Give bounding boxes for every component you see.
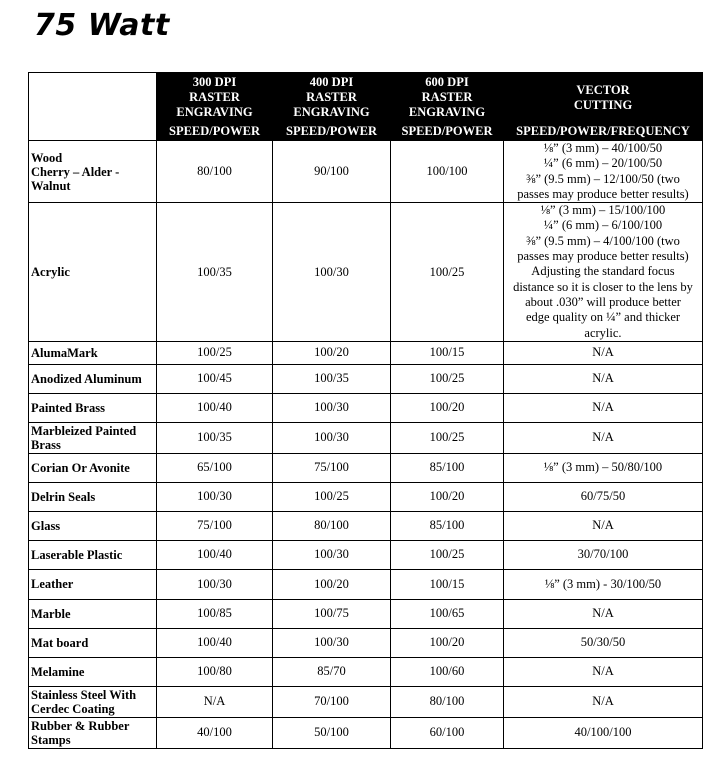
- setting-400dpi-cell: 100/75: [273, 599, 391, 628]
- setting-600dpi-cell: 60/100: [391, 717, 504, 748]
- material-line: Leather: [31, 577, 74, 592]
- material-line: Anodized Aluminum: [31, 371, 142, 386]
- vector-cutting-cell: [504, 599, 703, 628]
- vector-line: passes may produce better results): [517, 249, 689, 264]
- subheader-300dpi: SPEED/POWER: [157, 123, 273, 141]
- setting-300dpi-cell: 40/100: [157, 717, 273, 748]
- vector-line: ¼” (6 mm) – 20/100/50: [543, 156, 663, 171]
- setting-600dpi-cell: 100/20: [391, 628, 504, 657]
- header-row: [29, 73, 703, 123]
- setting-400dpi-cell: 100/30: [273, 628, 391, 657]
- material-cell: [29, 341, 157, 364]
- setting-600dpi-cell: 100/25: [391, 422, 504, 453]
- subheader-600dpi: SPEED/POWER: [391, 123, 504, 141]
- header-400dpi-line2: RASTER: [306, 90, 357, 104]
- vector-line: 40/100/100: [574, 725, 632, 740]
- material-line: Rubber & Rubber: [31, 718, 130, 733]
- setting-300dpi-cell: 75/100: [157, 511, 273, 540]
- vector-line: passes may produce better results): [517, 186, 689, 201]
- vector-line: ⅜” (9.5 mm) – 12/100/50 (two: [526, 171, 680, 186]
- vector-cutting-cell: [504, 628, 703, 657]
- setting-300dpi-cell: 100/40: [157, 393, 273, 422]
- material-line: AlumaMark: [31, 345, 98, 360]
- material-line: Walnut: [31, 178, 71, 193]
- header-vector-line2: CUTTING: [573, 97, 633, 112]
- material-line: Stamps: [31, 732, 71, 747]
- page-title: 75 Watt: [34, 8, 170, 43]
- setting-600dpi-cell: 100/25: [391, 203, 504, 342]
- vector-cutting-cell: [504, 453, 703, 482]
- setting-300dpi-cell: 100/30: [157, 569, 273, 599]
- setting-400dpi-cell: 100/30: [273, 540, 391, 569]
- setting-300dpi-cell: 100/30: [157, 482, 273, 511]
- table-row: [29, 628, 703, 657]
- setting-400dpi-cell: 100/30: [273, 422, 391, 453]
- material-cell: [29, 393, 157, 422]
- setting-600dpi-cell: 100/25: [391, 540, 504, 569]
- vector-line: Adjusting the standard focus: [531, 264, 675, 279]
- setting-400dpi-cell: 100/20: [273, 569, 391, 599]
- vector-cutting-cell: [504, 717, 703, 748]
- vector-line: N/A: [592, 371, 614, 386]
- material-cell: [29, 422, 157, 453]
- subheader-vector: SPEED/POWER/FREQUENCY: [504, 123, 703, 141]
- table-row: [29, 364, 703, 393]
- material-cell: [29, 540, 157, 569]
- vector-line: 30/70/100: [577, 547, 629, 562]
- material-line: Cherry – Alder -: [31, 164, 120, 179]
- material-cell: [29, 453, 157, 482]
- setting-400dpi-cell: 85/70: [273, 657, 391, 686]
- vector-line: ⅜” (9.5 mm) – 4/100/100 (two: [526, 233, 680, 248]
- table-row: [29, 599, 703, 628]
- material-cell: [29, 628, 157, 657]
- table-row: [29, 482, 703, 511]
- header-400dpi-line3: ENGRAVING: [293, 105, 370, 119]
- setting-600dpi-cell: 85/100: [391, 511, 504, 540]
- material-line: Melamine: [31, 664, 85, 679]
- vector-line: ⅛” (3 mm) – 40/100/50: [543, 141, 663, 155]
- vector-line: edge quality on ¼” and thicker: [525, 310, 681, 325]
- header-300dpi: [157, 73, 273, 123]
- table-row: [29, 422, 703, 453]
- material-line: Marbleized Painted: [31, 423, 137, 438]
- material-cell: [29, 717, 157, 748]
- vector-line: N/A: [592, 606, 614, 621]
- material-cell: [29, 364, 157, 393]
- setting-600dpi-cell: 100/25: [391, 364, 504, 393]
- header-400dpi: [273, 73, 391, 123]
- vector-line: N/A: [592, 345, 614, 360]
- vector-line: 60/75/50: [580, 489, 626, 504]
- material-cell: [29, 482, 157, 511]
- setting-600dpi-cell: 100/100: [391, 141, 504, 203]
- vector-cutting-cell: [504, 393, 703, 422]
- setting-400dpi-cell: 75/100: [273, 453, 391, 482]
- vector-line: ⅛” (3 mm) – 15/100/100: [540, 203, 666, 218]
- vector-cutting-cell: [504, 482, 703, 511]
- material-line: Delrin Seals: [31, 489, 96, 504]
- header-vector-line1: VECTOR: [576, 82, 630, 97]
- setting-400dpi-cell: 100/20: [273, 341, 391, 364]
- setting-300dpi-cell: N/A: [157, 686, 273, 717]
- vector-line: N/A: [592, 664, 614, 679]
- material-cell: [29, 599, 157, 628]
- setting-600dpi-cell: 100/20: [391, 482, 504, 511]
- setting-600dpi-cell: 100/60: [391, 657, 504, 686]
- header-600dpi-line1: 600 DPI: [425, 75, 469, 89]
- setting-400dpi-cell: 50/100: [273, 717, 391, 748]
- material-line: Acrylic: [31, 265, 70, 280]
- setting-600dpi-cell: 100/15: [391, 569, 504, 599]
- header-blank: [29, 73, 157, 141]
- vector-cutting-cell: [504, 141, 703, 203]
- setting-400dpi-cell: 100/30: [273, 393, 391, 422]
- material-line: Stainless Steel With: [31, 687, 137, 702]
- header-600dpi-line3: ENGRAVING: [408, 105, 486, 119]
- table-row: [29, 540, 703, 569]
- table-row: [29, 686, 703, 717]
- material-line: Laserable Plastic: [31, 547, 123, 562]
- setting-300dpi-cell: 100/40: [157, 628, 273, 657]
- material-line: Cerdec Coating: [31, 701, 115, 716]
- vector-line: N/A: [592, 430, 614, 445]
- vector-cutting-cell: [504, 569, 703, 599]
- vector-line: N/A: [592, 400, 614, 415]
- table-body: [29, 141, 703, 749]
- table-row: [29, 203, 703, 342]
- material-cell: [29, 511, 157, 540]
- material-line: Painted Brass: [31, 400, 105, 415]
- setting-300dpi-cell: 100/80: [157, 657, 273, 686]
- vector-cutting-cell: [504, 341, 703, 364]
- setting-400dpi-cell: 90/100: [273, 141, 391, 203]
- vector-line: 50/30/50: [580, 635, 626, 650]
- header-vector: [504, 73, 703, 123]
- vector-line: acrylic.: [584, 325, 622, 340]
- table-row: [29, 569, 703, 599]
- subheader-400dpi: SPEED/POWER: [273, 123, 391, 141]
- material-cell: [29, 657, 157, 686]
- vector-cutting-cell: [504, 364, 703, 393]
- setting-300dpi-cell: 100/40: [157, 540, 273, 569]
- table-row: [29, 453, 703, 482]
- vector-cutting-cell: [504, 540, 703, 569]
- setting-600dpi-cell: 100/20: [391, 393, 504, 422]
- vector-line: ⅛” (3 mm) – 50/80/100: [543, 460, 663, 475]
- vector-line: N/A: [592, 518, 614, 533]
- setting-400dpi-cell: 100/35: [273, 364, 391, 393]
- material-line: Mat board: [31, 635, 89, 650]
- header-400dpi-line1: 400 DPI: [309, 75, 354, 89]
- setting-600dpi-cell: 80/100: [391, 686, 504, 717]
- vector-cutting-cell: [504, 686, 703, 717]
- table-row: [29, 511, 703, 540]
- vector-cutting-cell: [504, 657, 703, 686]
- vector-line: ¼” (6 mm) – 6/100/100: [543, 218, 663, 233]
- material-line: Corian Or Avonite: [31, 460, 130, 475]
- setting-300dpi-cell: 100/35: [157, 203, 273, 342]
- material-line: Glass: [31, 518, 61, 533]
- setting-400dpi-cell: 70/100: [273, 686, 391, 717]
- setting-600dpi-cell: 100/65: [391, 599, 504, 628]
- header-300dpi-line2: RASTER: [189, 90, 240, 104]
- material-line: Marble: [31, 606, 71, 621]
- setting-300dpi-cell: 80/100: [157, 141, 273, 203]
- material-cell: [29, 569, 157, 599]
- vector-line: about .030” will produce better: [525, 294, 681, 309]
- material-line: Brass: [31, 437, 61, 452]
- header-600dpi: [391, 73, 504, 123]
- vector-cutting-cell: [504, 422, 703, 453]
- setting-400dpi-cell: 100/25: [273, 482, 391, 511]
- settings-table: [28, 72, 703, 749]
- material-cell: [29, 203, 157, 342]
- setting-300dpi-cell: 100/85: [157, 599, 273, 628]
- setting-300dpi-cell: 100/45: [157, 364, 273, 393]
- vector-line: N/A: [592, 694, 614, 709]
- table-row: [29, 393, 703, 422]
- header-600dpi-line2: RASTER: [421, 90, 473, 104]
- vector-cutting-cell: [504, 511, 703, 540]
- setting-300dpi-cell: 65/100: [157, 453, 273, 482]
- setting-600dpi-cell: 85/100: [391, 453, 504, 482]
- vector-line: distance so it is closer to the lens by: [513, 279, 693, 294]
- table-row: [29, 657, 703, 686]
- table-row: [29, 717, 703, 748]
- setting-400dpi-cell: 80/100: [273, 511, 391, 540]
- vector-line: ⅛” (3 mm) - 30/100/50: [544, 576, 662, 591]
- header-300dpi-line1: 300 DPI: [192, 75, 237, 89]
- vector-cutting-cell: [504, 203, 703, 342]
- setting-400dpi-cell: 100/30: [273, 203, 391, 342]
- table-row: [29, 141, 703, 203]
- header-300dpi-line3: ENGRAVING: [176, 105, 253, 119]
- material-cell: [29, 141, 157, 203]
- setting-600dpi-cell: 100/15: [391, 341, 504, 364]
- setting-300dpi-cell: 100/25: [157, 341, 273, 364]
- material-line: Wood: [31, 150, 63, 165]
- setting-300dpi-cell: 100/35: [157, 422, 273, 453]
- material-cell: [29, 686, 157, 717]
- table-row: [29, 341, 703, 364]
